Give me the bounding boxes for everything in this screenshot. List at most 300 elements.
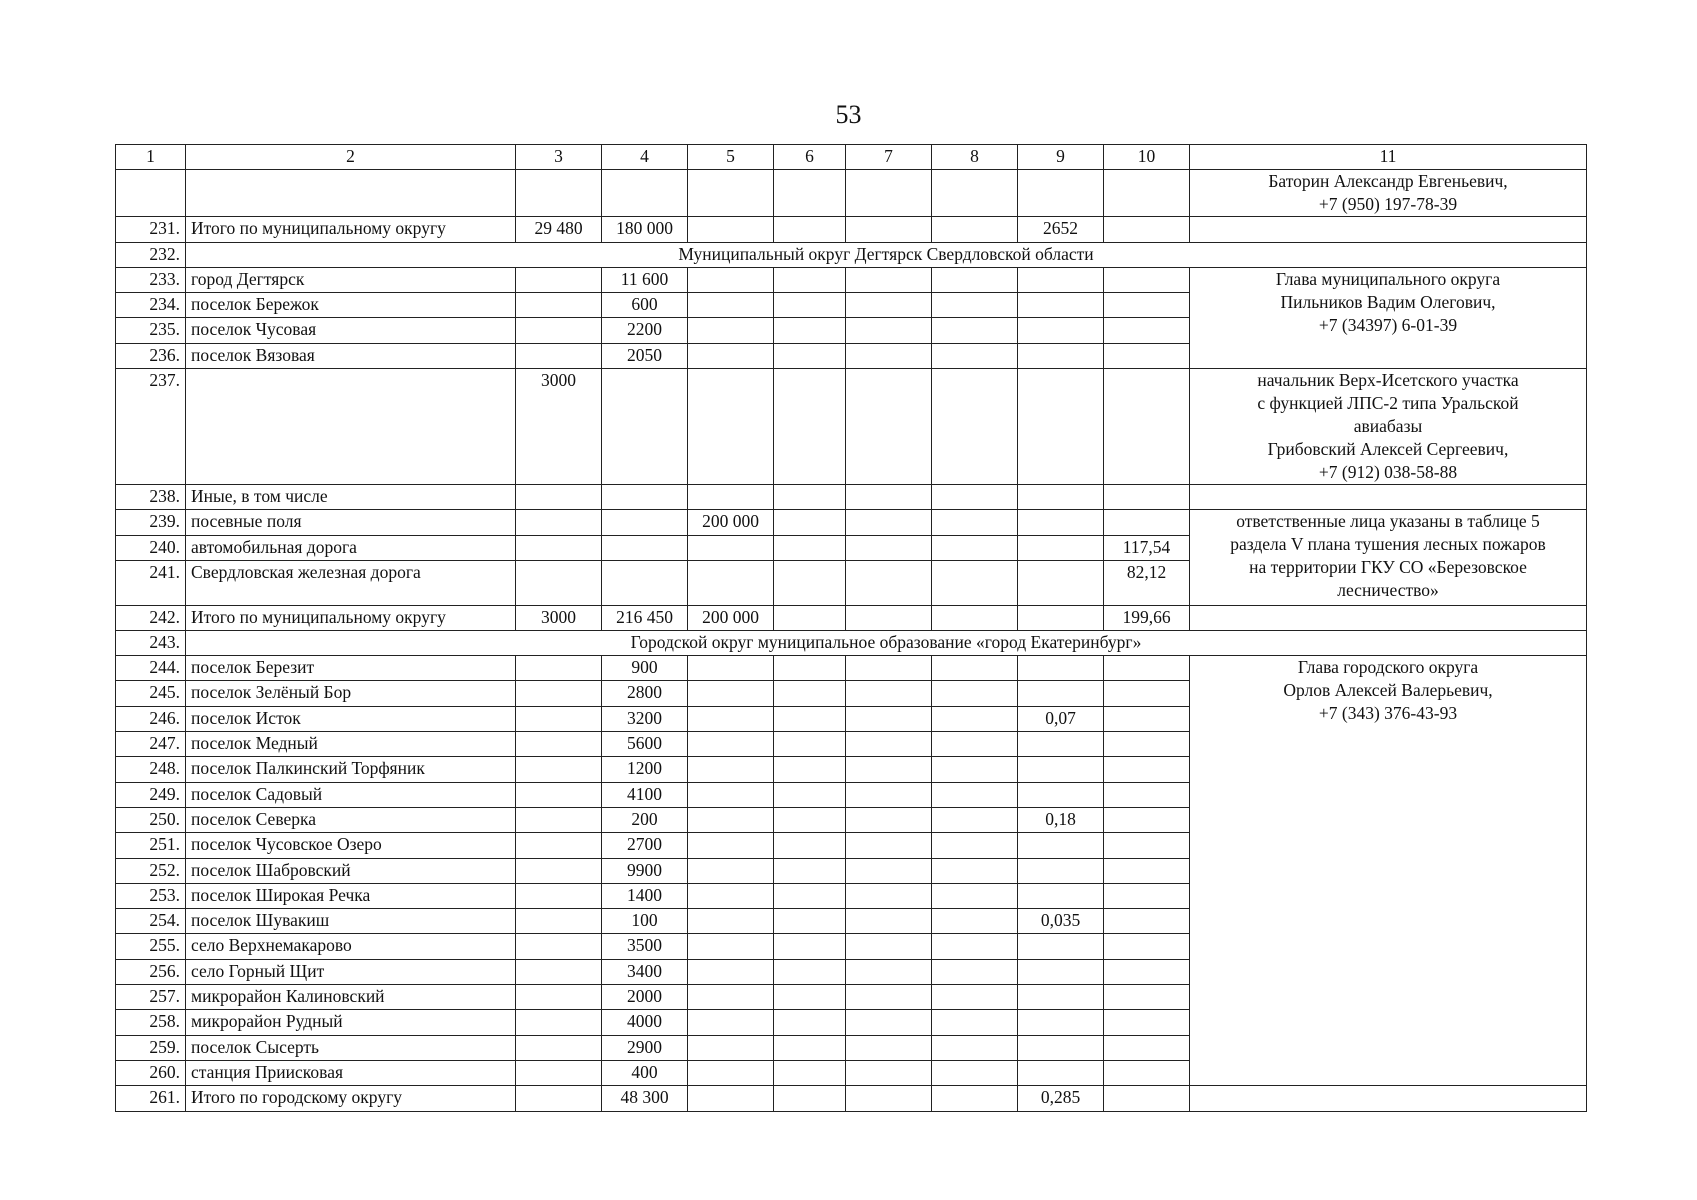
settlement-name: поселок Медный bbox=[186, 732, 516, 757]
value-col-9 bbox=[1018, 267, 1104, 292]
value-col-3 bbox=[516, 732, 602, 757]
value-col-7 bbox=[846, 170, 932, 217]
settlement-name: микрорайон Рудный bbox=[186, 1010, 516, 1035]
value-col-4 bbox=[602, 535, 688, 560]
value-col-4: 216 450 bbox=[602, 605, 688, 630]
value-col-10 bbox=[1104, 1035, 1190, 1060]
value-col-7 bbox=[846, 807, 932, 832]
row-number: 250. bbox=[116, 807, 186, 832]
value-col-4 bbox=[602, 369, 688, 485]
value-col-4: 9900 bbox=[602, 858, 688, 883]
value-col-7 bbox=[846, 706, 932, 731]
table-row bbox=[116, 1086, 1587, 1111]
table-row bbox=[116, 485, 1587, 510]
value-col-8 bbox=[932, 732, 1018, 757]
table-row bbox=[116, 656, 1587, 681]
value-col-5 bbox=[688, 293, 774, 318]
value-col-4: 48 300 bbox=[602, 1086, 688, 1111]
value-col-8 bbox=[932, 318, 1018, 343]
value-col-5 bbox=[688, 560, 774, 605]
value-col-10 bbox=[1104, 833, 1190, 858]
value-col-10 bbox=[1104, 858, 1190, 883]
responsible-contact-cell bbox=[1190, 267, 1587, 368]
value-col-7 bbox=[846, 1060, 932, 1085]
value-col-8 bbox=[932, 485, 1018, 510]
row-number bbox=[116, 170, 186, 217]
value-col-8 bbox=[932, 1035, 1018, 1060]
value-col-5 bbox=[688, 782, 774, 807]
value-col-6 bbox=[774, 858, 846, 883]
row-number: 243. bbox=[116, 630, 186, 655]
value-col-4: 180 000 bbox=[602, 217, 688, 242]
contact-line: начальник Верх-Исетского участка bbox=[1257, 370, 1519, 391]
value-col-7 bbox=[846, 757, 932, 782]
row-number: 231. bbox=[116, 217, 186, 242]
value-col-9 bbox=[1018, 985, 1104, 1010]
value-col-6 bbox=[774, 706, 846, 731]
value-col-4: 4000 bbox=[602, 1010, 688, 1035]
value-col-5 bbox=[688, 485, 774, 510]
value-col-6 bbox=[774, 959, 846, 984]
value-col-4: 900 bbox=[602, 656, 688, 681]
contact-line: +7 (34397) 6-01-39 bbox=[1318, 314, 1458, 335]
value-col-9 bbox=[1018, 170, 1104, 217]
contact-line: на территории ГКУ СО «Березовское bbox=[1249, 557, 1527, 578]
settlement-name: поселок Исток bbox=[186, 706, 516, 731]
settlement-name: Итого по муниципальному округу bbox=[186, 605, 516, 630]
value-col-5 bbox=[688, 909, 774, 934]
value-col-10 bbox=[1104, 267, 1190, 292]
table-row bbox=[116, 510, 1587, 535]
value-col-4 bbox=[602, 485, 688, 510]
value-col-10 bbox=[1104, 681, 1190, 706]
value-col-3 bbox=[516, 318, 602, 343]
value-col-5 bbox=[688, 807, 774, 832]
value-col-10 bbox=[1104, 343, 1190, 368]
row-number: 246. bbox=[116, 706, 186, 731]
value-col-6 bbox=[774, 883, 846, 908]
value-col-6 bbox=[774, 782, 846, 807]
settlement-name: Иные, в том числе bbox=[186, 485, 516, 510]
row-number: 241. bbox=[116, 560, 186, 605]
value-col-10 bbox=[1104, 656, 1190, 681]
settlement-name: поселок Вязовая bbox=[186, 343, 516, 368]
value-col-8 bbox=[932, 782, 1018, 807]
contact-line: раздела V плана тушения лесных пожаров bbox=[1230, 534, 1546, 555]
value-col-3 bbox=[516, 833, 602, 858]
value-col-9 bbox=[1018, 343, 1104, 368]
responsible-contact-cell bbox=[1190, 656, 1587, 1086]
settlement-name: поселок Широкая Речка bbox=[186, 883, 516, 908]
value-col-6 bbox=[774, 1060, 846, 1085]
value-col-10 bbox=[1104, 510, 1190, 535]
value-col-4: 2050 bbox=[602, 343, 688, 368]
value-col-3 bbox=[516, 909, 602, 934]
value-col-6 bbox=[774, 217, 846, 242]
value-col-7 bbox=[846, 318, 932, 343]
settlement-name: город Дегтярск bbox=[186, 267, 516, 292]
value-col-10 bbox=[1104, 883, 1190, 908]
value-col-5 bbox=[688, 217, 774, 242]
value-col-8 bbox=[932, 959, 1018, 984]
row-number: 237. bbox=[116, 369, 186, 485]
settlement-name: поселок Садовый bbox=[186, 782, 516, 807]
settlement-name: посевные поля bbox=[186, 510, 516, 535]
value-col-6 bbox=[774, 985, 846, 1010]
value-col-7 bbox=[846, 732, 932, 757]
settlement-name bbox=[186, 170, 516, 217]
value-col-8 bbox=[932, 656, 1018, 681]
row-number: 236. bbox=[116, 343, 186, 368]
value-col-3 bbox=[516, 170, 602, 217]
value-col-3 bbox=[516, 1060, 602, 1085]
row-number: 234. bbox=[116, 293, 186, 318]
value-col-5 bbox=[688, 681, 774, 706]
value-col-10 bbox=[1104, 170, 1190, 217]
value-col-10 bbox=[1104, 706, 1190, 731]
value-col-7 bbox=[846, 1035, 932, 1060]
value-col-7 bbox=[846, 369, 932, 485]
value-col-4: 3500 bbox=[602, 934, 688, 959]
table-header-row bbox=[116, 145, 1587, 170]
value-col-6 bbox=[774, 909, 846, 934]
value-col-10 bbox=[1104, 732, 1190, 757]
value-col-4: 5600 bbox=[602, 732, 688, 757]
value-col-4: 200 bbox=[602, 807, 688, 832]
value-col-6 bbox=[774, 934, 846, 959]
value-col-8 bbox=[932, 807, 1018, 832]
value-col-9 bbox=[1018, 485, 1104, 510]
value-col-6 bbox=[774, 560, 846, 605]
value-col-8 bbox=[932, 909, 1018, 934]
row-number: 247. bbox=[116, 732, 186, 757]
value-col-4: 4100 bbox=[602, 782, 688, 807]
value-col-8 bbox=[932, 170, 1018, 217]
value-col-9: 2652 bbox=[1018, 217, 1104, 242]
value-col-10 bbox=[1104, 293, 1190, 318]
value-col-3 bbox=[516, 510, 602, 535]
responsible-contact-cell bbox=[1190, 170, 1587, 217]
value-col-5 bbox=[688, 883, 774, 908]
value-col-10 bbox=[1104, 782, 1190, 807]
value-col-3 bbox=[516, 985, 602, 1010]
value-col-7 bbox=[846, 1086, 932, 1111]
value-col-10 bbox=[1104, 909, 1190, 934]
value-col-8 bbox=[932, 934, 1018, 959]
value-col-10 bbox=[1104, 485, 1190, 510]
value-col-7 bbox=[846, 656, 932, 681]
value-col-5 bbox=[688, 1035, 774, 1060]
value-col-7 bbox=[846, 959, 932, 984]
value-col-8 bbox=[932, 985, 1018, 1010]
value-col-10 bbox=[1104, 985, 1190, 1010]
value-col-6 bbox=[774, 485, 846, 510]
value-col-7 bbox=[846, 909, 932, 934]
value-col-6 bbox=[774, 605, 846, 630]
value-col-3: 29 480 bbox=[516, 217, 602, 242]
value-col-10 bbox=[1104, 934, 1190, 959]
value-col-4 bbox=[602, 510, 688, 535]
value-col-3 bbox=[516, 934, 602, 959]
value-col-4: 2000 bbox=[602, 985, 688, 1010]
value-col-7 bbox=[846, 605, 932, 630]
value-col-7 bbox=[846, 858, 932, 883]
responsible-contact-cell bbox=[1190, 485, 1587, 510]
value-col-7 bbox=[846, 782, 932, 807]
contact-line: +7 (343) 376-43-93 bbox=[1318, 703, 1458, 724]
value-col-9 bbox=[1018, 1060, 1104, 1085]
value-col-8 bbox=[932, 1060, 1018, 1085]
value-col-4: 400 bbox=[602, 1060, 688, 1085]
value-col-5 bbox=[688, 985, 774, 1010]
value-col-5 bbox=[688, 1086, 774, 1111]
column-header: 4 bbox=[602, 145, 688, 170]
value-col-6 bbox=[774, 656, 846, 681]
row-number: 245. bbox=[116, 681, 186, 706]
value-col-7 bbox=[846, 883, 932, 908]
value-col-5 bbox=[688, 369, 774, 485]
value-col-8 bbox=[932, 858, 1018, 883]
value-col-3 bbox=[516, 267, 602, 292]
value-col-5 bbox=[688, 656, 774, 681]
value-col-9 bbox=[1018, 959, 1104, 984]
row-number: 256. bbox=[116, 959, 186, 984]
column-header: 9 bbox=[1018, 145, 1104, 170]
value-col-9 bbox=[1018, 605, 1104, 630]
value-col-3 bbox=[516, 485, 602, 510]
value-col-5: 200 000 bbox=[688, 510, 774, 535]
value-col-8 bbox=[932, 757, 1018, 782]
value-col-8 bbox=[932, 267, 1018, 292]
value-col-8 bbox=[932, 1086, 1018, 1111]
value-col-3 bbox=[516, 343, 602, 368]
value-col-6 bbox=[774, 293, 846, 318]
data-table bbox=[115, 144, 1587, 1112]
settlement-name: поселок Бережок bbox=[186, 293, 516, 318]
value-col-4: 2900 bbox=[602, 1035, 688, 1060]
value-col-9 bbox=[1018, 1010, 1104, 1035]
row-number: 242. bbox=[116, 605, 186, 630]
value-col-3 bbox=[516, 1010, 602, 1035]
settlement-name: микрорайон Калиновский bbox=[186, 985, 516, 1010]
value-col-9 bbox=[1018, 318, 1104, 343]
row-number: 249. bbox=[116, 782, 186, 807]
value-col-5 bbox=[688, 858, 774, 883]
responsible-contact-cell bbox=[1190, 605, 1587, 630]
row-number: 235. bbox=[116, 318, 186, 343]
settlement-name: Свердловская железная дорога bbox=[186, 560, 516, 605]
value-col-7 bbox=[846, 267, 932, 292]
value-col-3 bbox=[516, 681, 602, 706]
settlement-name: поселок Березит bbox=[186, 656, 516, 681]
value-col-4: 3200 bbox=[602, 706, 688, 731]
column-header: 1 bbox=[116, 145, 186, 170]
value-col-6 bbox=[774, 1086, 846, 1111]
value-col-10 bbox=[1104, 1010, 1190, 1035]
row-number: 257. bbox=[116, 985, 186, 1010]
value-col-3 bbox=[516, 883, 602, 908]
value-col-6 bbox=[774, 369, 846, 485]
row-number: 253. bbox=[116, 883, 186, 908]
value-col-3 bbox=[516, 706, 602, 731]
value-col-6 bbox=[774, 1010, 846, 1035]
row-number: 244. bbox=[116, 656, 186, 681]
responsible-contact-cell bbox=[1190, 510, 1587, 605]
value-col-9 bbox=[1018, 858, 1104, 883]
value-col-6 bbox=[774, 807, 846, 832]
value-col-3 bbox=[516, 757, 602, 782]
value-col-9: 0,18 bbox=[1018, 807, 1104, 832]
value-col-4: 11 600 bbox=[602, 267, 688, 292]
value-col-4: 1400 bbox=[602, 883, 688, 908]
value-col-10 bbox=[1104, 757, 1190, 782]
contact-line: лесничество» bbox=[1337, 580, 1439, 601]
value-col-8 bbox=[932, 560, 1018, 605]
value-col-3 bbox=[516, 959, 602, 984]
value-col-7 bbox=[846, 985, 932, 1010]
value-col-5 bbox=[688, 1060, 774, 1085]
contact-line: Орлов Алексей Валерьевич, bbox=[1283, 680, 1493, 701]
settlement-name: поселок Чусовское Озеро bbox=[186, 833, 516, 858]
value-col-6 bbox=[774, 343, 846, 368]
value-col-4 bbox=[602, 560, 688, 605]
column-header: 3 bbox=[516, 145, 602, 170]
responsible-contact-cell bbox=[1190, 369, 1587, 485]
contact-line: +7 (912) 038-58-88 bbox=[1318, 462, 1458, 483]
row-number: 261. bbox=[116, 1086, 186, 1111]
row-number: 255. bbox=[116, 934, 186, 959]
value-col-5 bbox=[688, 757, 774, 782]
value-col-10 bbox=[1104, 369, 1190, 485]
table-row bbox=[116, 369, 1587, 485]
row-number: 254. bbox=[116, 909, 186, 934]
value-col-8 bbox=[932, 343, 1018, 368]
value-col-8 bbox=[932, 605, 1018, 630]
contact-line: Баторин Александр Евгеньевич, bbox=[1268, 171, 1508, 192]
value-col-5 bbox=[688, 267, 774, 292]
value-col-6 bbox=[774, 833, 846, 858]
value-col-8 bbox=[932, 883, 1018, 908]
value-col-3 bbox=[516, 858, 602, 883]
value-col-5 bbox=[688, 343, 774, 368]
value-col-8 bbox=[932, 293, 1018, 318]
value-col-8 bbox=[932, 833, 1018, 858]
value-col-7 bbox=[846, 343, 932, 368]
value-col-9 bbox=[1018, 833, 1104, 858]
row-number: 248. bbox=[116, 757, 186, 782]
value-col-6 bbox=[774, 267, 846, 292]
responsible-contact-cell bbox=[1190, 217, 1587, 242]
row-number: 258. bbox=[116, 1010, 186, 1035]
row-number: 260. bbox=[116, 1060, 186, 1085]
value-col-9 bbox=[1018, 1035, 1104, 1060]
value-col-9 bbox=[1018, 656, 1104, 681]
value-col-9 bbox=[1018, 369, 1104, 485]
value-col-10 bbox=[1104, 318, 1190, 343]
value-col-3: 3000 bbox=[516, 369, 602, 485]
value-col-4: 1200 bbox=[602, 757, 688, 782]
contact-line: ответственные лица указаны в таблице 5 bbox=[1236, 511, 1540, 532]
section-title: Городской округ муниципальное образование «город Екатеринбург» bbox=[186, 630, 1587, 655]
column-header: 7 bbox=[846, 145, 932, 170]
value-col-7 bbox=[846, 217, 932, 242]
row-number: 251. bbox=[116, 833, 186, 858]
value-col-3 bbox=[516, 1035, 602, 1060]
settlement-name: поселок Палкинский Торфяник bbox=[186, 757, 516, 782]
value-col-9 bbox=[1018, 510, 1104, 535]
value-col-5 bbox=[688, 959, 774, 984]
value-col-5 bbox=[688, 706, 774, 731]
settlement-name: поселок Шабровский bbox=[186, 858, 516, 883]
settlement-name: поселок Сысерть bbox=[186, 1035, 516, 1060]
value-col-8 bbox=[932, 706, 1018, 731]
contact-line: Грибовский Алексей Сергеевич, bbox=[1267, 439, 1509, 460]
value-col-3 bbox=[516, 807, 602, 832]
value-col-9 bbox=[1018, 883, 1104, 908]
value-col-6 bbox=[774, 510, 846, 535]
value-col-7 bbox=[846, 485, 932, 510]
contact-line: с функцией ЛПС-2 типа Уральской bbox=[1257, 393, 1519, 414]
column-header: 8 bbox=[932, 145, 1018, 170]
settlement-name bbox=[186, 369, 516, 485]
value-col-7 bbox=[846, 681, 932, 706]
value-col-8 bbox=[932, 217, 1018, 242]
responsible-contact-cell bbox=[1190, 1086, 1587, 1111]
row-number: 239. bbox=[116, 510, 186, 535]
value-col-5 bbox=[688, 535, 774, 560]
value-col-5: 200 000 bbox=[688, 605, 774, 630]
value-col-5 bbox=[688, 170, 774, 217]
value-col-10: 117,54 bbox=[1104, 535, 1190, 560]
value-col-6 bbox=[774, 681, 846, 706]
row-number: 252. bbox=[116, 858, 186, 883]
value-col-8 bbox=[932, 535, 1018, 560]
value-col-9 bbox=[1018, 934, 1104, 959]
value-col-4 bbox=[602, 170, 688, 217]
value-col-6 bbox=[774, 732, 846, 757]
value-col-10: 199,66 bbox=[1104, 605, 1190, 630]
row-number: 232. bbox=[116, 242, 186, 267]
value-col-4: 2700 bbox=[602, 833, 688, 858]
settlement-name: автомобильная дорога bbox=[186, 535, 516, 560]
table-row bbox=[116, 242, 1587, 267]
value-col-9 bbox=[1018, 293, 1104, 318]
value-col-9 bbox=[1018, 535, 1104, 560]
value-col-10 bbox=[1104, 217, 1190, 242]
column-header: 6 bbox=[774, 145, 846, 170]
value-col-5 bbox=[688, 1010, 774, 1035]
settlement-name: поселок Чусовая bbox=[186, 318, 516, 343]
value-col-9 bbox=[1018, 560, 1104, 605]
value-col-8 bbox=[932, 369, 1018, 485]
settlement-name: поселок Зелёный Бор bbox=[186, 681, 516, 706]
row-number: 233. bbox=[116, 267, 186, 292]
row-number: 259. bbox=[116, 1035, 186, 1060]
column-header: 5 bbox=[688, 145, 774, 170]
value-col-10 bbox=[1104, 1086, 1190, 1111]
contact-line: +7 (950) 197-78-39 bbox=[1318, 194, 1458, 215]
value-col-10 bbox=[1104, 959, 1190, 984]
value-col-6 bbox=[774, 170, 846, 217]
value-col-7 bbox=[846, 293, 932, 318]
settlement-name: Итого по муниципальному округу bbox=[186, 217, 516, 242]
value-col-7 bbox=[846, 510, 932, 535]
value-col-3 bbox=[516, 560, 602, 605]
value-col-9: 0,035 bbox=[1018, 909, 1104, 934]
contact-line: Пильников Вадим Олегович, bbox=[1280, 291, 1496, 312]
settlement-name: Итого по городскому округу bbox=[186, 1086, 516, 1111]
settlement-name: село Верхнемакарово bbox=[186, 934, 516, 959]
